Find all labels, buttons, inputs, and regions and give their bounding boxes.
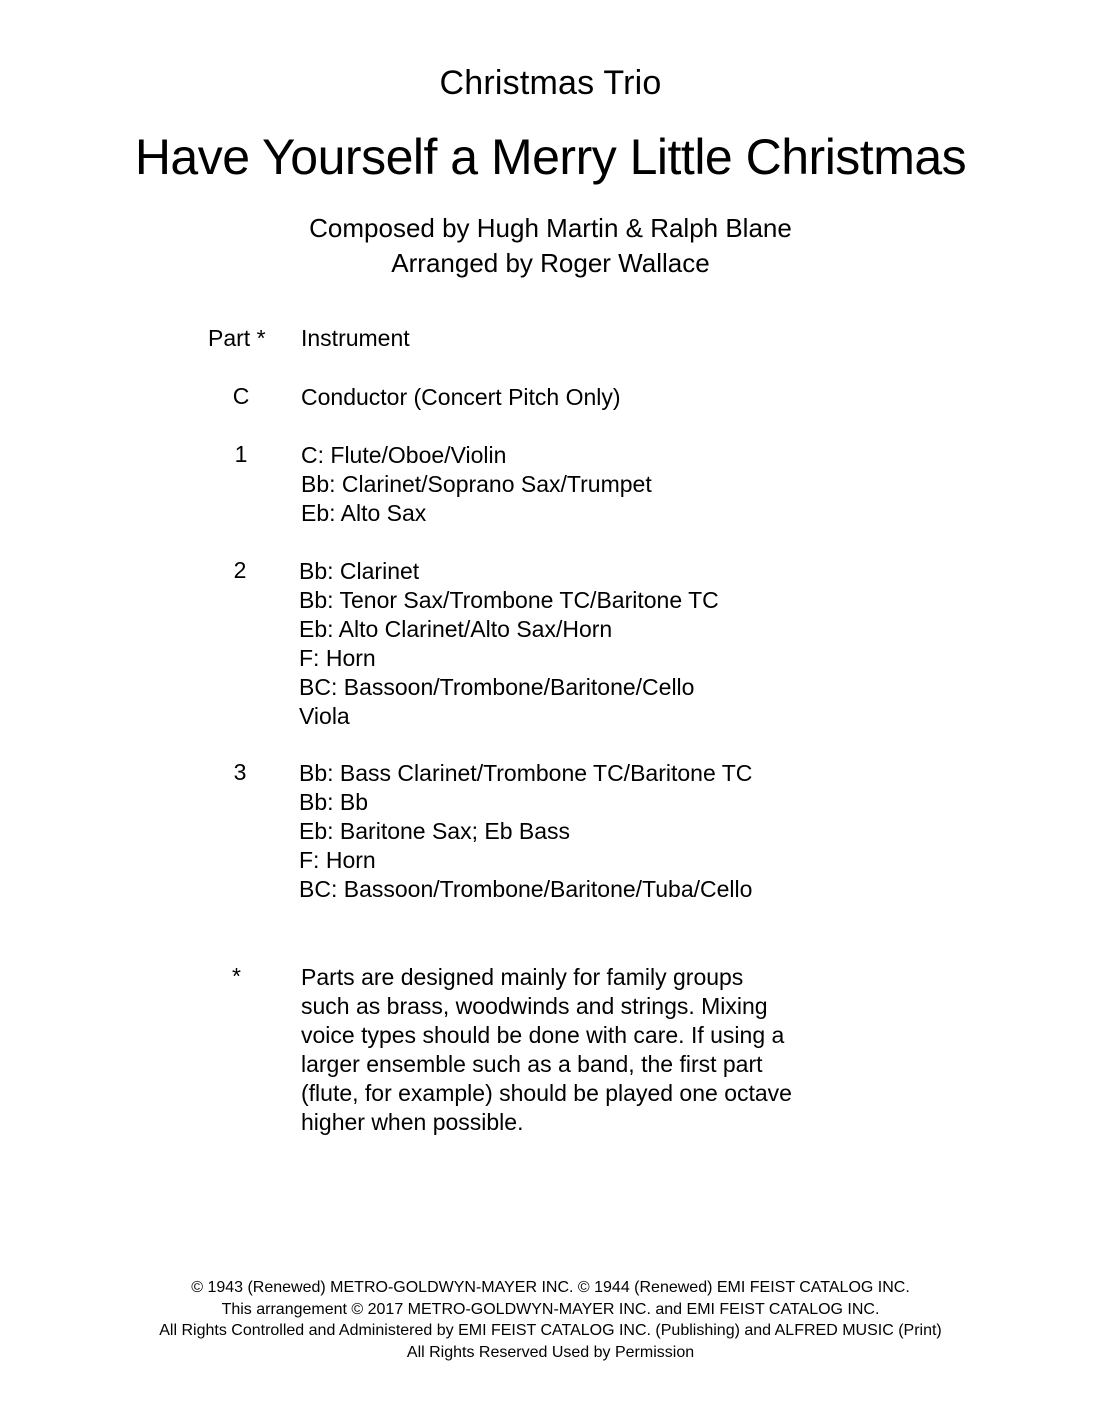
copyright-footer (0, 1277, 1101, 1363)
footnote-line: Parts are designed mainly for family groups (301, 964, 744, 990)
instrument-item: Conductor (Concert Pitch Only) (301, 384, 621, 410)
instrument-item: BC: Bassoon/Trombone/Baritone/Tuba/Cello (299, 876, 753, 902)
copyright-line: All Rights Reserved Used by Permission (406, 1343, 695, 1361)
arranger-credit: Arranged by Roger Wallace (391, 248, 710, 278)
instrument-list (299, 557, 719, 731)
instrument-item: Eb: Alto Clarinet/Alto Sax/Horn (299, 616, 613, 642)
part-label: C (232, 383, 250, 409)
composer-credit: Composed by Hugh Martin & Ralph Blane (309, 213, 792, 243)
instrument-item: C: Flute/Oboe/Violin (301, 442, 507, 468)
copyright-line: © 1943 (Renewed) METRO-GOLDWYN-MAYER INC. © 1944 (Renewed) EMI FEIST CATALOG INC. (191, 1279, 910, 1296)
copyright-line: All Rights Controlled and Administered by EMI FEIST CATALOG INC. (Publishing) and ALFRED MUSIC (Print) (159, 1322, 942, 1339)
instrument-item: F: Horn (299, 847, 376, 873)
instrument-list (301, 383, 621, 412)
part-label: 3 (233, 759, 247, 785)
instrument-item: Bb: Bass Clarinet/Trombone TC/Baritone TC (299, 760, 753, 786)
footnote-line: (flute, for example) should be played one octave (301, 1080, 792, 1106)
instrument-item: Bb: Clarinet (299, 558, 420, 584)
song-title: Have Yourself a Merry Little Christmas (134, 129, 967, 185)
instrument-item: Bb: Bb (299, 789, 369, 815)
instrument-item: F: Horn (299, 645, 376, 671)
parts-column-header-instrument: Instrument (301, 325, 410, 351)
instrument-item: Bb: Tenor Sax/Trombone TC/Baritone TC (299, 587, 719, 613)
footnote-line: larger ensemble such as a band, the first part (301, 1051, 763, 1077)
instrument-list (299, 759, 752, 904)
parts-column-header-part: Part * (208, 325, 266, 351)
instrument-item: Eb: Baritone Sax; Eb Bass (299, 818, 571, 844)
part-label: 2 (233, 557, 247, 583)
instrument-item: Bb: Clarinet/Soprano Sax/Trumpet (301, 471, 652, 497)
instrument-item: Eb: Alto Sax (301, 500, 427, 526)
footnote-text (301, 963, 792, 1137)
instrument-list (301, 441, 652, 528)
instrument-item: Viola (299, 703, 350, 729)
footnote-marker: * (232, 963, 241, 989)
footnote-line: higher when possible. (301, 1109, 524, 1135)
part-label: 1 (234, 441, 248, 467)
footnote-line: such as brass, woodwinds and strings. Mixing (301, 993, 768, 1019)
footnote-line: voice types should be done with care. If using a (301, 1022, 785, 1048)
instrument-item: BC: Bassoon/Trombone/Baritone/Cello (299, 674, 695, 700)
collection-subtitle: Christmas Trio (439, 64, 662, 102)
copyright-line: This arrangement © 2017 METRO-GOLDWYN-MAYER INC. and EMI FEIST CATALOG INC. (221, 1300, 880, 1318)
